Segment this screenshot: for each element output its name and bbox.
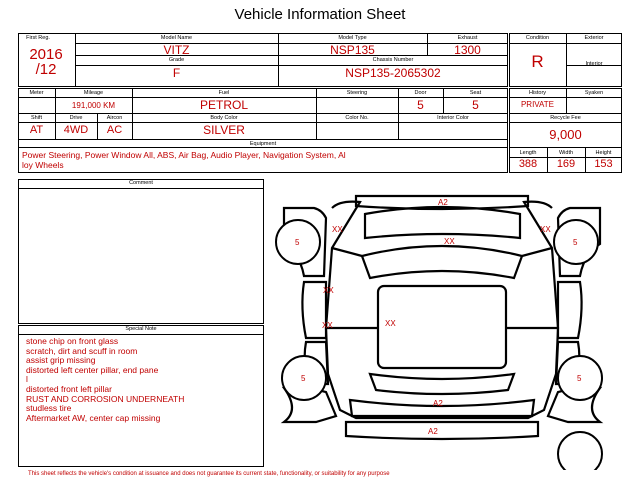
note-item: stone chip on front glass (26, 336, 119, 346)
history-label: History (528, 90, 547, 96)
first-reg-label: First Reg. (26, 35, 50, 41)
syaken-label: Syaken (584, 90, 604, 96)
grade-label: Grade (168, 57, 185, 63)
mark-xx-roof: XX (385, 319, 396, 328)
equipment-line-1: Power Steering, Power Window All, ABS, Air Bag, Audio Player, Navigation System, Al (22, 150, 346, 160)
rear-bumper (346, 422, 538, 439)
steering-label: Steering (346, 90, 368, 96)
note-item: distorted front left pillar (26, 383, 112, 394)
equipment-line-2: loy Wheels (22, 160, 64, 170)
note-item: RUST AND CORROSION UNDERNEATH (26, 393, 185, 404)
condition-value: R (531, 52, 544, 71)
comment-box (18, 179, 264, 324)
height-label: Height (595, 150, 612, 156)
tire-mark-fl: 5 (295, 238, 300, 247)
aircon-label: Aircon (106, 115, 123, 121)
windshield (362, 246, 522, 278)
exhaust-value: 1300 (454, 43, 481, 57)
note-item: Aftermarket AW, center cap missing (26, 412, 161, 423)
car-damage-diagram (270, 178, 630, 470)
model-name-value: VITZ (163, 43, 190, 57)
seat-value: 5 (472, 98, 479, 112)
special-note-label: Special Note (125, 326, 157, 332)
mark-a2-top: A2 (438, 198, 448, 207)
fuel-label: Fuel (218, 90, 230, 96)
note-item: studless tire (26, 403, 72, 414)
body-color-value: SILVER (203, 123, 245, 137)
shift-value: AT (29, 124, 44, 136)
rear-window (370, 374, 514, 394)
first-reg-value (20, 47, 72, 77)
right-front-door (558, 282, 582, 338)
mark-xx-left-door2: XX (322, 321, 333, 330)
note-item: assist grip missing (26, 355, 96, 366)
disclaimer-footer: This sheet reflects the vehicle's condition at issuance and does not guarantee its current state, functionality, or suitability for any purpose (28, 471, 390, 477)
door-label: Door (414, 90, 427, 96)
equipment-text (22, 150, 507, 170)
chassis-label: Chassis Number (372, 57, 414, 63)
body-color-label: Body Color (210, 115, 238, 121)
shift-label: Shift (30, 115, 42, 121)
page-title: Vehicle Information Sheet (234, 6, 406, 23)
mark-xx-hood: XX (444, 237, 455, 246)
exterior-label: Exterior (584, 35, 604, 41)
mileage-value: 191,000 KM (71, 101, 116, 110)
length-label: Length (519, 150, 537, 156)
tire-mark-fr: 5 (573, 238, 578, 247)
width-value: 169 (556, 158, 576, 170)
aircon-value: AC (106, 124, 123, 136)
drive-value: 4WD (63, 124, 89, 136)
exhaust-label: Exhaust (457, 35, 478, 41)
note-item: distorted left center pillar, end pane (26, 364, 159, 375)
chassis-value: NSP135-2065302 (345, 66, 441, 80)
interior-color-label: Interior Color (437, 115, 469, 121)
seat-label: Seat (469, 90, 482, 96)
fuel-value: PETROL (199, 98, 248, 112)
model-type-label: Model Type (338, 35, 367, 41)
first-reg-month: /12 (35, 61, 57, 78)
recycle-label: Recycle Fee (550, 115, 581, 121)
comment-label: Comment (129, 180, 153, 186)
grade-value: F (172, 66, 181, 80)
mark-xx-front-left: XX (332, 225, 343, 234)
interior-label: Interior (585, 61, 603, 67)
color-no-label: Color No. (345, 115, 369, 121)
note-item: scratch, dirt and scuff in room (26, 345, 138, 356)
model-name-label: Model Name (160, 35, 193, 41)
tire-mark-rr: 5 (577, 374, 582, 383)
note-item: l (26, 374, 28, 385)
history-value: PRIVATE (520, 100, 555, 109)
length-value: 388 (518, 158, 538, 170)
hood (365, 207, 520, 238)
spare-tire (558, 432, 602, 470)
door-value: 5 (417, 98, 424, 112)
mark-a2-rear: A2 (433, 399, 443, 408)
mark-xx-right-front: XX (540, 225, 551, 234)
tire-mark-rl: 5 (301, 374, 306, 383)
condition-label: Condition (525, 35, 550, 41)
first-reg-year: 2016 (29, 46, 63, 63)
model-type-value: NSP135 (330, 43, 375, 57)
mark-a2-bumper: A2 (428, 427, 438, 436)
drive-label: Drive (69, 115, 83, 121)
mark-xx-left-door1: XX (323, 286, 334, 295)
special-notes-list (26, 337, 266, 423)
equipment-label: Equipment (249, 141, 277, 147)
roof (378, 286, 506, 368)
meter-label: Meter (29, 90, 44, 96)
mileage-label: Mileage (83, 90, 104, 96)
recycle-value: 9,000 (549, 127, 582, 142)
height-value: 153 (594, 158, 613, 170)
width-label: Width (558, 150, 574, 156)
